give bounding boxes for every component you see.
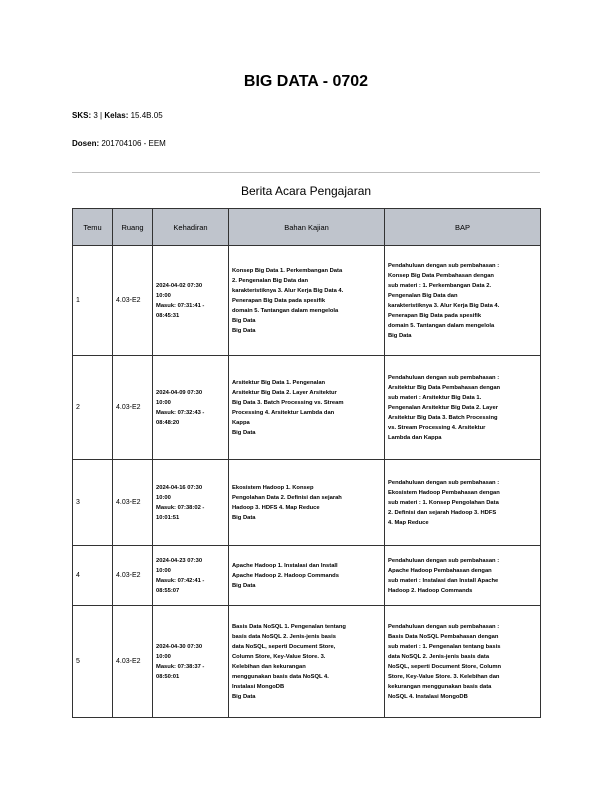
cell-line: NoSQL, seperti Document Store, Column (388, 663, 502, 670)
table-row (73, 606, 541, 718)
cell-line: Arsitektur Big Data Pembahasan dengan (388, 384, 501, 391)
lecturer-info (72, 139, 166, 148)
cell-temu: 3 (73, 460, 113, 546)
cell-bap (385, 356, 541, 460)
cell-bap (385, 460, 541, 546)
cell-line: Ekosistem Hadoop Pembahasan dengan (388, 489, 500, 496)
cell-line: karakteristiknya 3. Alur Kerja Big Data 4. (388, 302, 500, 309)
cell-bap (385, 246, 541, 356)
cell-line: 2024-04-23 07:30 (156, 557, 203, 564)
table-body (73, 246, 541, 718)
cell-line: Arsitektur Big Data 2. Layer Arsitektur (232, 389, 337, 396)
cell-bahan-kajian (229, 546, 385, 606)
cell-kehadiran (153, 356, 229, 460)
cell-temu: 4 (73, 546, 113, 606)
sks-label: SKS: (72, 111, 92, 120)
cell-line: Masuk: 07:38:37 - (156, 663, 205, 670)
cell-line: basis data NoSQL 2. Jenis-jenis basis (232, 633, 336, 640)
cell-line: 10:01:51 (156, 514, 180, 521)
cell-kehadiran (153, 246, 229, 356)
cell-kehadiran (153, 546, 229, 606)
cell-temu: 2 (73, 356, 113, 460)
header-bap: BAP (385, 209, 541, 246)
kelas-value: 15.4B.05 (130, 111, 163, 120)
cell-ruang: 4.03-E2 (113, 460, 153, 546)
cell-line: Store, Key-Value Store. 3. Kelebihan dan (388, 673, 500, 680)
table-row (73, 546, 541, 606)
cell-temu: 1 (73, 246, 113, 356)
cell-line: 08:55:07 (156, 587, 180, 594)
cell-line: Masuk: 07:32:43 - (156, 409, 205, 416)
cell-line: 2024-04-02 07:30 (156, 282, 203, 289)
cell-line: sub materi : 1. Perkembangan Data 2. (388, 282, 492, 289)
cell-line: Big Data (232, 317, 256, 324)
cell-line: 2. Definisi dan sejarah Hadoop 3. HDFS (388, 509, 497, 516)
kelas-label: Kelas: (104, 111, 129, 120)
header-ruang: Ruang (113, 209, 153, 246)
cell-bap (385, 546, 541, 606)
cell-line: 4. Map Reduce (388, 519, 429, 526)
cell-line: Big Data (232, 582, 256, 589)
cell-line: NoSQL 4. Instalasi MongoDB (388, 693, 468, 700)
cell-line: Column Store, Key-Value Store. 3. (232, 653, 326, 660)
course-info (72, 111, 163, 120)
cell-ruang: 4.03-E2 (113, 246, 153, 356)
cell-line: Big Data (232, 429, 256, 436)
dosen-value: 201704106 - EEM (101, 139, 166, 148)
cell-line: Pengenalan Big Data dan (388, 292, 458, 299)
cell-line: Arsitektur Big Data 1. Pengenalan (232, 379, 326, 386)
cell-line: sub materi : 1. Konsep Pengolahan Data (388, 499, 499, 506)
table-row (73, 356, 541, 460)
cell-line: Kelebihan dan kekurangan (232, 663, 306, 670)
cell-temu: 5 (73, 606, 113, 718)
cell-line: 08:45:31 (156, 312, 180, 319)
cell-line: Basis Data NoSQL Pembahasan dengan (388, 633, 499, 640)
cell-line: Instalasi MongoDB (232, 683, 285, 690)
cell-line: Apache Hadoop 2. Hadoop Commands (232, 572, 339, 579)
cell-line: Apache Hadoop Pembahasan dengan (388, 567, 492, 574)
cell-line: Pendahuluan dengan sub pembahasan : (388, 557, 500, 564)
cell-line: Pendahuluan dengan sub pembahasan : (388, 623, 500, 630)
cell-line: Processing 4. Arsitektur Lambda dan (232, 409, 335, 416)
cell-line: Masuk: 07:31:41 - (156, 302, 205, 309)
cell-line: Ekosistem Hadoop 1. Konsep (232, 484, 314, 491)
cell-line: Masuk: 07:38:02 - (156, 504, 205, 511)
dosen-label: Dosen: (72, 139, 100, 148)
cell-line: sub materi : Instalasi dan Install Apache (388, 577, 499, 584)
cell-bahan-kajian (229, 460, 385, 546)
cell-line: Basis Data NoSQL 1. Pengenalan tentang (232, 623, 346, 630)
cell-line: Pendahuluan dengan sub pembahasan : (388, 374, 500, 381)
cell-bahan-kajian (229, 246, 385, 356)
page-title: BIG DATA - 0702 (243, 73, 369, 90)
cell-line: karakteristiknya 3. Alur Kerja Big Data 4. (232, 287, 344, 294)
cell-ruang: 4.03-E2 (113, 546, 153, 606)
cell-line: Pengolahan Data 2. Definisi dan sejarah (232, 494, 342, 501)
cell-line: Konsep Big Data 1. Perkembangan Data (232, 267, 343, 274)
cell-line: data NoSQL, seperti Document Store, (232, 643, 336, 650)
cell-line: Lambda dan Kappa (388, 434, 442, 441)
cell-line: Big Data (232, 514, 256, 521)
cell-line: 10:00 (156, 567, 171, 574)
cell-line: Hadoop 3. HDFS 4. Map Reduce (232, 504, 320, 511)
cell-line: 08:50:01 (156, 673, 180, 680)
cell-line: menggunakan basis data NoSQL 4. (232, 673, 329, 680)
cell-line: Big Data (388, 332, 412, 339)
cell-line: 10:00 (156, 494, 171, 501)
cell-line: 2024-04-09 07:30 (156, 389, 203, 396)
cell-line: 10:00 (156, 292, 171, 299)
cell-line: Pengenalan Arsitektur Big Data 2. Layer (388, 404, 498, 411)
cell-bahan-kajian (229, 606, 385, 718)
cell-line: domain 5. Tantangan dalam mengelola (232, 307, 339, 314)
cell-kehadiran (153, 606, 229, 718)
cell-bahan-kajian (229, 356, 385, 460)
cell-kehadiran (153, 460, 229, 546)
divider (72, 172, 540, 173)
separator: | (100, 111, 103, 120)
cell-line: Big Data (232, 327, 256, 334)
cell-ruang: 4.03-E2 (113, 356, 153, 460)
cell-line: Konsep Big Data Pembahasan dengan (388, 272, 494, 279)
cell-line: 10:00 (156, 399, 171, 406)
section-title: Berita Acara Pengajaran (240, 184, 372, 198)
cell-line: Masuk: 07:42:41 - (156, 577, 205, 584)
cell-line: Pendahuluan dengan sub pembahasan : (388, 262, 500, 269)
cell-line: Pendahuluan dengan sub pembahasan : (388, 479, 500, 486)
header-bahan-kajian: Bahan Kajian (229, 209, 385, 246)
cell-line: domain 5. Tantangan dalam mengelola (388, 322, 495, 329)
cell-line: Big Data 3. Batch Processing vs. Stream (232, 399, 344, 406)
cell-line: Big Data (232, 693, 256, 700)
header-kehadiran: Kehadiran (153, 209, 229, 246)
cell-line: kekurangan menggunakan basis data (388, 683, 492, 690)
cell-line: 2024-04-16 07:30 (156, 484, 203, 491)
header-temu: Temu (73, 209, 113, 246)
cell-line: Penerapan Big Data pada spesifik (232, 297, 326, 304)
cell-line: 2. Pengenalan Big Data dan (232, 277, 309, 284)
cell-line: 10:00 (156, 653, 171, 660)
cell-line: vs. Stream Processing 4. Arsitektur (388, 424, 486, 431)
cell-line: Hadoop 2. Hadoop Commands (388, 587, 473, 594)
cell-line: Penerapan Big Data pada spesifik (388, 312, 482, 319)
cell-line: Arsitektur Big Data 3. Batch Processing (388, 414, 498, 421)
cell-line: sub materi : Arsitektur Big Data 1. (388, 394, 482, 401)
cell-line: Kappa (232, 419, 250, 426)
table-row (73, 246, 541, 356)
cell-bap (385, 606, 541, 718)
cell-line: 08:48:20 (156, 419, 180, 426)
cell-line: data NoSQL 2. Jenis-jenis basis data (388, 653, 490, 660)
cell-line: 2024-04-30 07:30 (156, 643, 203, 650)
cell-line: sub materi : 1. Pengenalan tentang basis (388, 643, 501, 650)
cell-line: Apache Hadoop 1. Instalasi dan Install (232, 562, 338, 569)
sks-value: 3 (93, 111, 98, 120)
cell-ruang: 4.03-E2 (113, 606, 153, 718)
bap-table (72, 208, 541, 718)
table-row (73, 460, 541, 546)
table-header-row (73, 209, 541, 246)
